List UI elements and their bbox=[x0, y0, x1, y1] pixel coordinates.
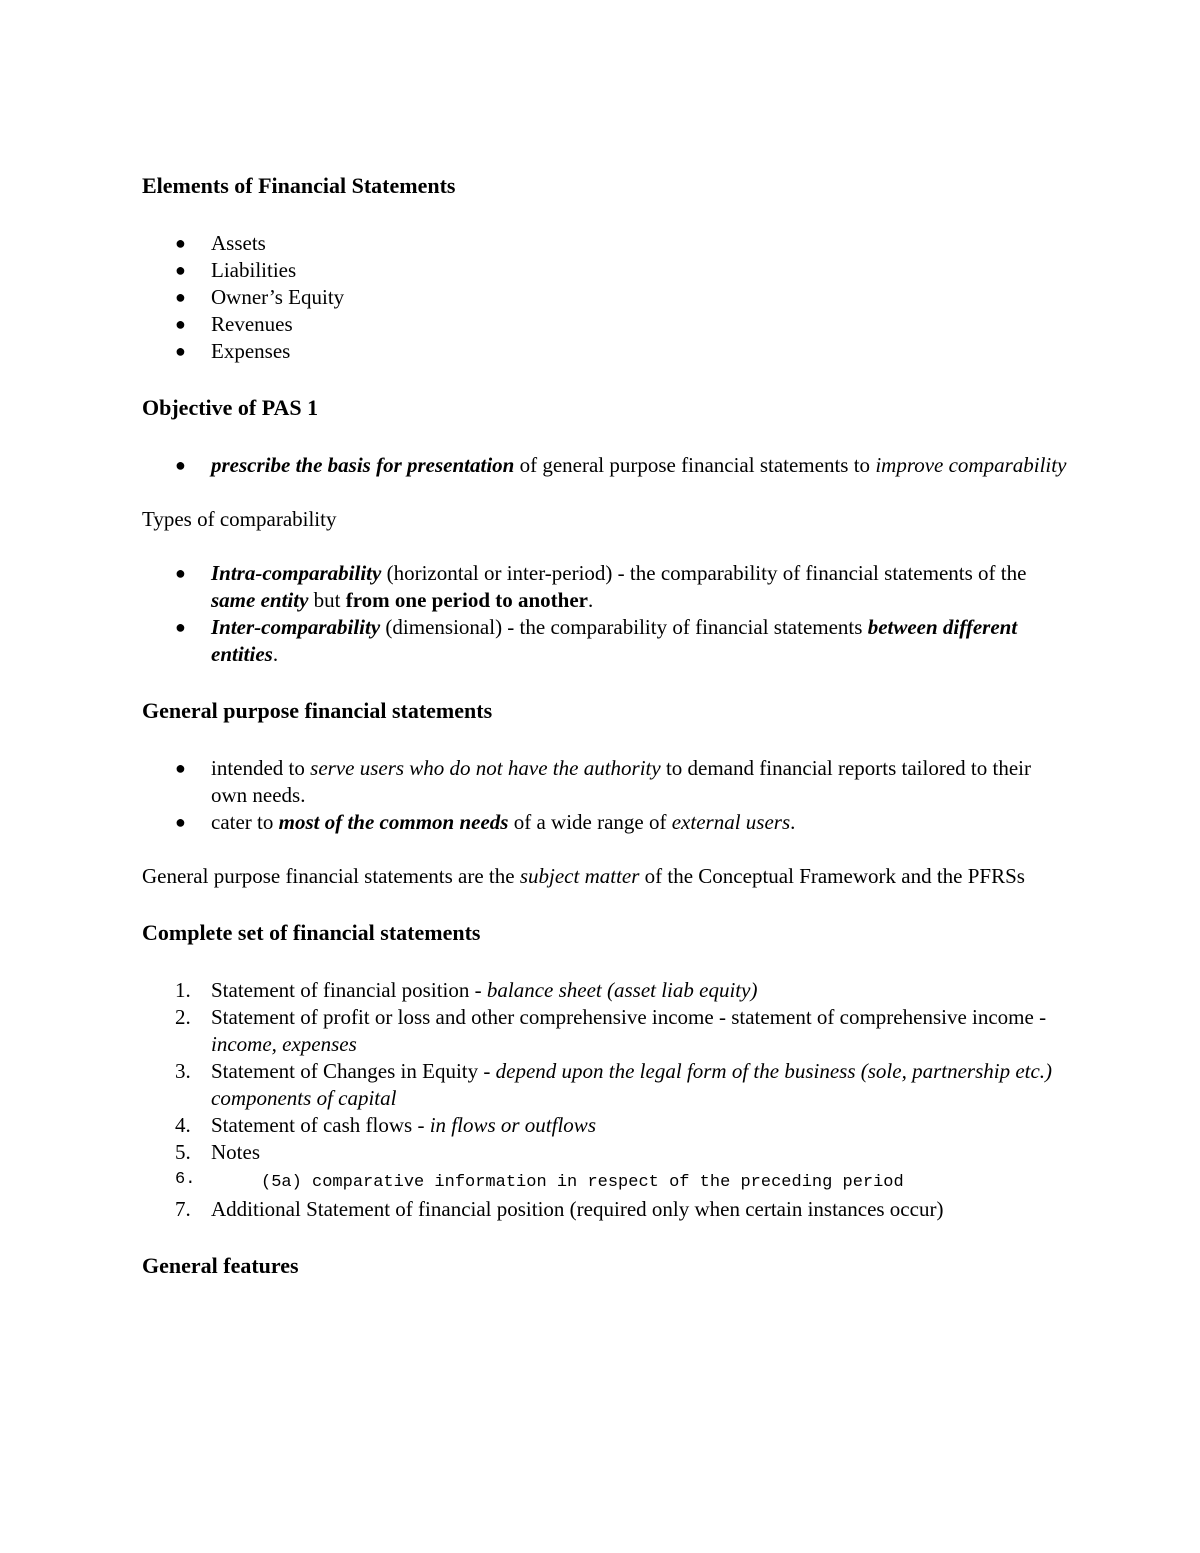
list-item: ● Inter-comparability (dimensional) - the comparability of financial statements between different entities. bbox=[175, 615, 1018, 666]
list-item: 6. (5a) comparative information in respect of the preceding period bbox=[175, 1170, 904, 1192]
bullet-icon: ● bbox=[175, 260, 186, 280]
list-item: ● Liabilities bbox=[175, 258, 297, 282]
complete-set-list bbox=[142, 977, 1072, 1223]
comparability-list bbox=[142, 560, 1072, 668]
bullet-icon: ● bbox=[175, 455, 186, 475]
list-item: ● prescribe the basis for presentation of general purpose financial statements to improve comparability bbox=[175, 453, 1067, 477]
heading-elements: Elements of Financial Statements bbox=[142, 173, 456, 198]
heading-objective: Objective of PAS 1 bbox=[142, 395, 319, 420]
bullet-icon: ● bbox=[175, 233, 186, 253]
list-item: 3. Statement of Changes in Equity - depend upon the legal form of the business (sole, partnership etc.) components of capital bbox=[175, 1059, 1053, 1110]
bullet-icon: ● bbox=[175, 812, 186, 832]
objective-list bbox=[142, 452, 1072, 479]
list-item: 4. Statement of cash flows - in flows or outflows bbox=[175, 1113, 596, 1137]
list-item: ● Assets bbox=[175, 231, 266, 255]
list-item: 1. Statement of financial position - balance sheet (asset liab equity) bbox=[175, 978, 758, 1002]
bullet-icon: ● bbox=[175, 617, 186, 637]
heading-general-purpose: General purpose financial statements bbox=[142, 698, 493, 723]
types-label: Types of comparability bbox=[142, 507, 337, 531]
heading-complete-set: Complete set of financial statements bbox=[142, 920, 481, 945]
list-item: 2. Statement of profit or loss and other comprehensive income - statement of comprehensive income - income, expenses bbox=[175, 1005, 1047, 1056]
bullet-icon: ● bbox=[175, 314, 186, 334]
bullet-icon: ● bbox=[175, 287, 186, 307]
list-item: ● Owner’s Equity bbox=[175, 285, 345, 309]
heading-general-features: General features bbox=[142, 1253, 299, 1278]
general-purpose-paragraph: General purpose financial statements are the subject matter of the Conceptual Framework and the PFRSs bbox=[142, 864, 1025, 888]
list-item: ● cater to most of the common needs of a wide range of external users. bbox=[175, 810, 796, 834]
document-page bbox=[142, 170, 1072, 1310]
list-item: ● Expenses bbox=[175, 339, 291, 363]
bullet-icon: ● bbox=[175, 563, 186, 583]
list-item: ● Intra-comparability (horizontal or inter-period) - the comparability of financial statements of the same entity but from one period to another. bbox=[175, 561, 1027, 612]
list-item: 5. Notes bbox=[175, 1140, 260, 1164]
list-item: ● Revenues bbox=[175, 312, 293, 336]
elements-list bbox=[142, 230, 1072, 365]
bullet-icon: ● bbox=[175, 341, 186, 361]
general-purpose-list bbox=[142, 755, 1072, 836]
list-item: ● intended to serve users who do not have the authority to demand financial reports tailored to their own needs. bbox=[175, 756, 1031, 807]
list-item: 7. Additional Statement of financial position (required only when certain instances occur) bbox=[175, 1197, 944, 1221]
bullet-icon: ● bbox=[175, 758, 186, 778]
